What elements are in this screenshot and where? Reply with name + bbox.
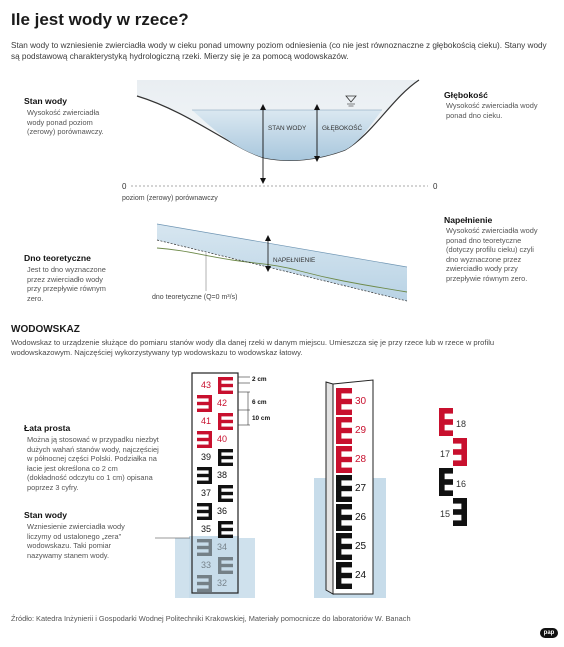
- dno-teoretyczne-heading: Dno teoretyczne: [24, 253, 91, 263]
- lata-prosta-text: Można ją stosować w przypadku niezbyt dużych wahań stanów wody, najczęściej w północnej części Polski. Podziałka na łacie jest określona co 2 cm (dokładność odczytu co 1 cm) opisana poprzez 3 cyfry.: [27, 435, 159, 492]
- gauge3-number: 17: [440, 449, 451, 459]
- lata-prosta-heading: Łata prosta: [24, 423, 71, 433]
- gauge3-number: 15: [440, 509, 451, 519]
- gauge-e-mark: [197, 467, 212, 484]
- dim-2cm: 2 cm: [252, 376, 267, 383]
- dim-10cm: 10 cm: [252, 415, 271, 422]
- gauge-e-mark: [439, 468, 453, 496]
- gauge-e-mark: [439, 408, 453, 436]
- gauge-e-mark: [336, 388, 352, 415]
- dim-6cm: 6 cm: [252, 399, 267, 406]
- gauge-e-mark: [197, 539, 212, 556]
- wodowskaz-heading: WODOWSKAZ: [11, 324, 80, 335]
- gauge1-number: 42: [217, 398, 228, 408]
- napelnienie-text: Wysokość zwierciadła wody ponad dno teoretyczne (dotyczy profilu cieku) czyli dno wyznaczone przez zwierciadło wody przy przepływie równym zero.: [446, 226, 538, 283]
- profile-diagram: [152, 224, 407, 301]
- gauge-e-mark: [218, 521, 233, 538]
- stan-wody-heading: Stan wody: [24, 96, 67, 106]
- gauge2-number: 27: [355, 483, 367, 494]
- gauge-2: [314, 380, 386, 598]
- gauge1-number: 37: [201, 488, 212, 498]
- gauge-e-mark: [218, 485, 233, 502]
- gauge-e-mark: [218, 557, 233, 574]
- gauge1-number: 41: [201, 416, 212, 426]
- gauge-e-mark: [197, 431, 212, 448]
- zero-caption: poziom (zerowy) porównawczy: [122, 195, 218, 202]
- gauge-e-mark: [336, 417, 352, 444]
- gauge-e-mark: [218, 449, 233, 466]
- gauge2-number: 30: [355, 396, 367, 407]
- gauge2-number: 28: [355, 454, 367, 465]
- zero-right: 0: [433, 182, 438, 191]
- stan-wody-2-text: Wzniesienie zwierciadła wody liczymy od ustalonego „zera” wodowskazu. Taki pomiar nazywamy stanem wody.: [27, 522, 125, 560]
- gauge1-number: 36: [217, 506, 228, 516]
- gauge3-number: 16: [456, 479, 467, 489]
- gauge1-number: 40: [217, 434, 228, 444]
- gauge-e-mark: [197, 395, 212, 412]
- gauge-3: [439, 408, 467, 526]
- gauge1-number: 32: [217, 578, 228, 588]
- glebokosc-text: Wysokość zwierciadła wody ponad dno cieku.: [446, 101, 538, 120]
- gauge1-number: 33: [201, 560, 212, 570]
- pap-logo: pap: [540, 628, 558, 638]
- gauge-e-mark: [197, 575, 212, 592]
- label-stan-wody: STAN WODY: [268, 125, 307, 132]
- gauge1-number: 43: [201, 380, 212, 390]
- cross-section-diagram: [122, 80, 438, 202]
- stan-wody-2-heading: Stan wody: [24, 510, 67, 520]
- gauge1-number: 34: [217, 542, 228, 552]
- gauge-e-mark: [336, 475, 352, 502]
- label-napelnienie: NAPEŁNIENIE: [273, 257, 316, 264]
- page-title: Ile jest wody w rzece?: [11, 10, 189, 29]
- gauge2-number: 25: [355, 541, 367, 552]
- dno-teoretyczne-text: Jest to dno wyznaczone przez zwierciadło wody przy przepływie równym zero.: [27, 265, 106, 303]
- zero-left: 0: [122, 182, 127, 191]
- intro-text: Stan wody to wzniesienie zwierciadła wody w cieku ponad umowny poziom odniesienia (co nie jest równoznaczne z głębokością cieku). Stany wody są podstawową charakterystyką hydrologiczną rzeki. Mierzy się je za pomocą wodowskazów.: [11, 41, 547, 61]
- gauge-e-mark: [336, 446, 352, 473]
- gauge1-number: 35: [201, 524, 212, 534]
- gauge-e-mark: [197, 503, 212, 520]
- gauge1-number: 39: [201, 452, 212, 462]
- gauge2-number: 26: [355, 512, 367, 523]
- gauge-e-mark: [453, 438, 467, 466]
- gauge-e-mark: [218, 413, 233, 430]
- gauge-e-mark: [336, 504, 352, 531]
- gauge-e-mark: [336, 562, 352, 589]
- gauge2-number: 29: [355, 425, 367, 436]
- gauge-lata-prosta: [155, 373, 270, 598]
- label-glebokosc: GŁĘBOKOŚĆ: [322, 125, 363, 132]
- stan-wody-text: Wysokość zwierciadła wody ponad poziom (zerowy) porównawczy.: [27, 108, 104, 137]
- gauge1-number: 38: [217, 470, 228, 480]
- profile-caption: dno teoretyczne (Q=0 m³/s): [152, 294, 238, 301]
- napelnienie-heading: Napełnienie: [444, 215, 493, 225]
- gauge3-number: 18: [456, 419, 467, 429]
- gauge2-number: 24: [355, 570, 367, 581]
- gauge-e-mark: [218, 377, 233, 394]
- wodowskaz-text: Wodowskaz to urządzenie służące do pomiaru stanów wody dla danej rzeki w danym miejscu. Umieszcza się je przy rzece lub w rzece w profilu wodowskazowym. Najczęściej wykorzystywany typ wodowskazu to wodowskaz łatowy.: [11, 338, 495, 357]
- gauge-e-mark: [336, 533, 352, 560]
- source-footer: Źródło: Katedra Inżynierii i Gospodarki Wodnej Politechniki Krakowskiej, Materiały pomocnicze do laboratoriów W. Banach: [11, 614, 411, 623]
- gauge-e-mark: [453, 498, 467, 526]
- glebokosc-heading: Głębokość: [444, 90, 488, 100]
